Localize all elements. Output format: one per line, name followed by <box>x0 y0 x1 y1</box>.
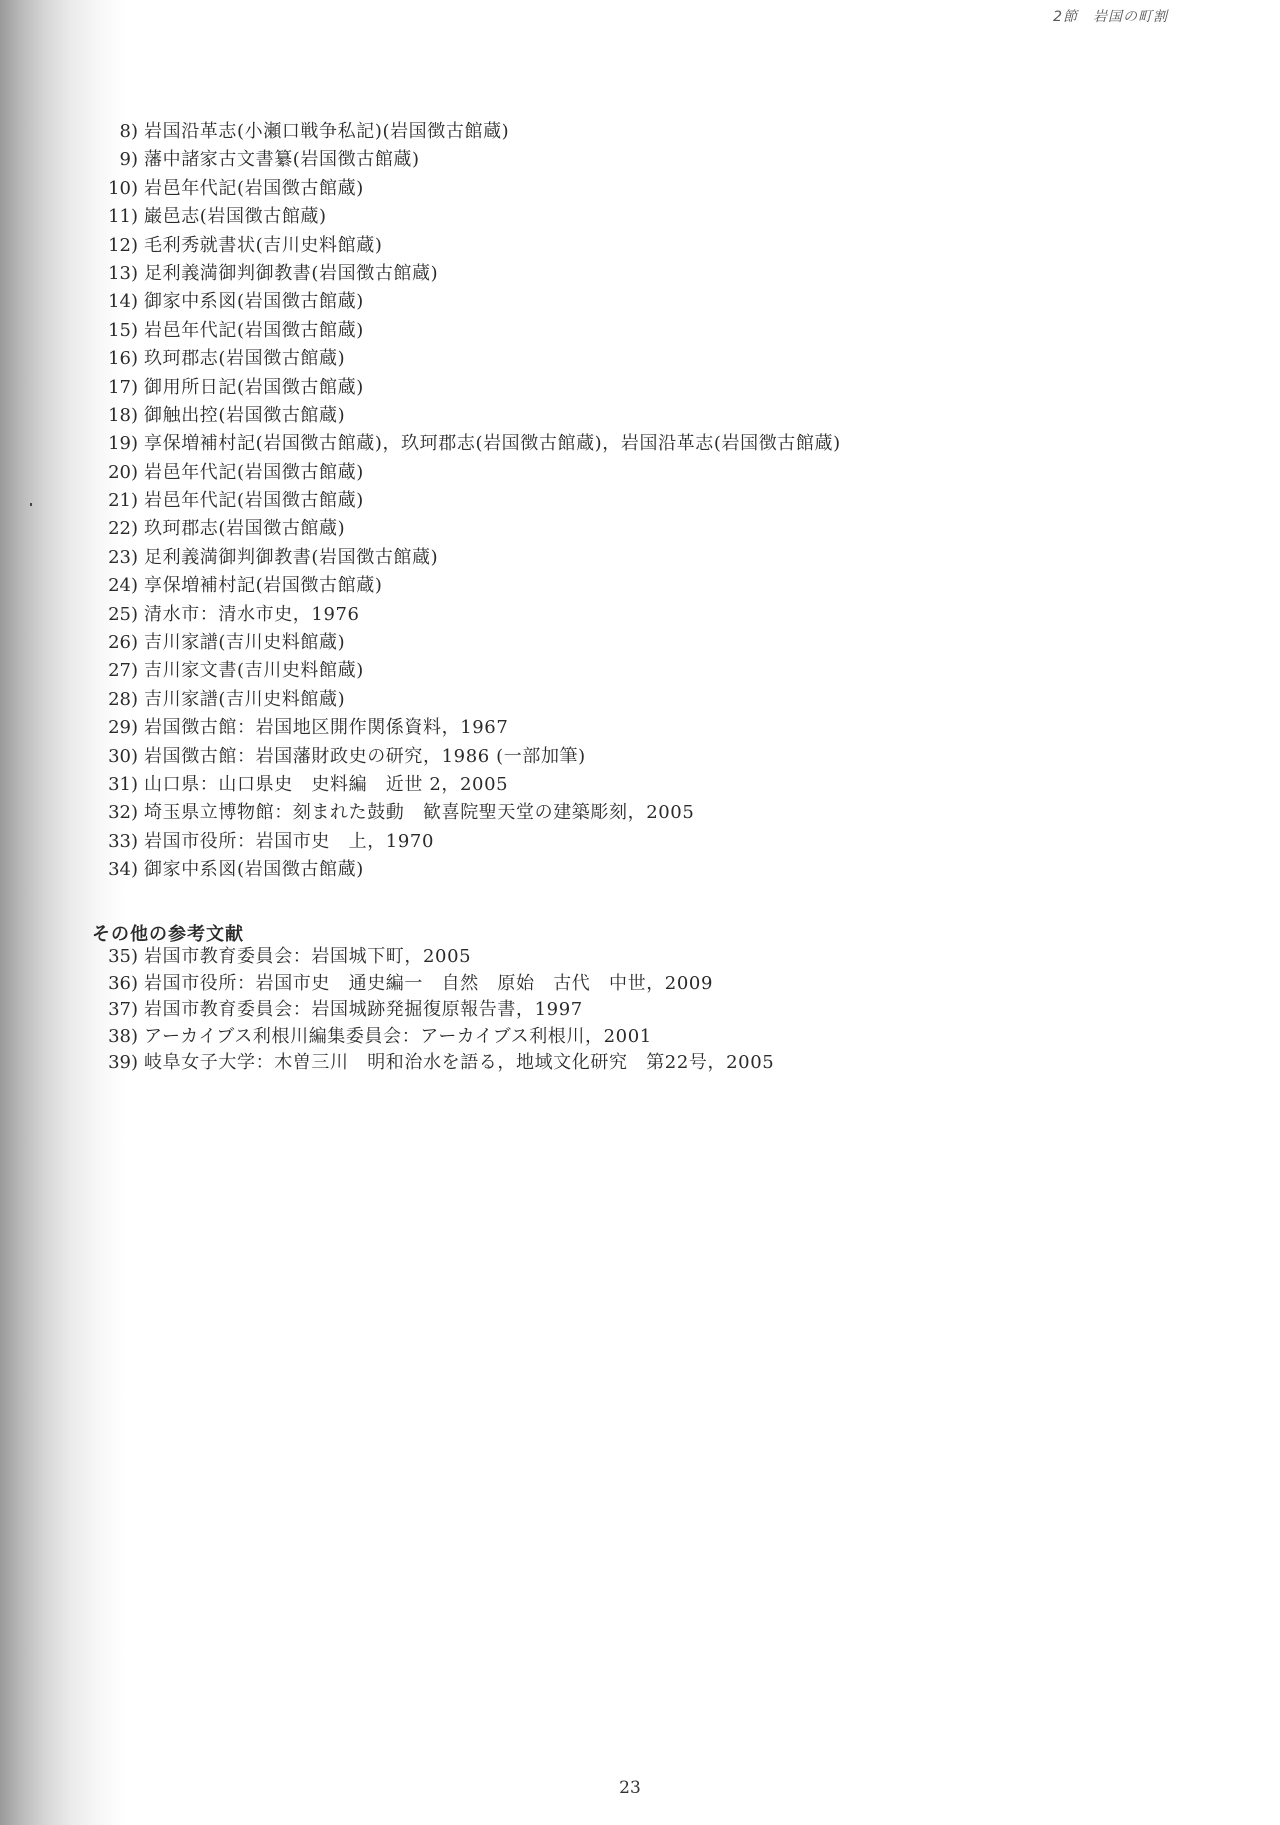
reference-number: 20) <box>108 461 138 483</box>
reference-item <box>86 944 774 971</box>
reference-text: 巌邑志(岩国徴古館蔵) <box>144 206 327 228</box>
reference-text: 埼玉県立博物館：刻まれた鼓動 歓喜院聖天堂の建築彫刻，2005 <box>144 802 695 824</box>
reference-item <box>86 459 841 487</box>
reference-text: 岩国徴古館：岩国地区開作関係資料，1967 <box>144 717 509 739</box>
reference-text: 足利義満御判御教書(岩国徴古館蔵) <box>144 546 439 568</box>
reference-number: 39) <box>108 1052 138 1073</box>
reference-number: 32) <box>108 802 138 824</box>
reference-number: 23) <box>108 546 138 568</box>
reference-item <box>86 771 841 799</box>
reference-number: 18) <box>108 404 138 426</box>
reference-number: 26) <box>108 632 138 654</box>
reference-item <box>86 260 841 288</box>
reference-text: 吉川家譜(吉川史料館蔵) <box>144 688 346 710</box>
reference-item <box>86 203 841 231</box>
reference-number: 24) <box>108 575 138 597</box>
reference-text: 岩邑年代記(岩国徴古館蔵) <box>144 461 364 483</box>
reference-item <box>86 629 841 657</box>
reference-item <box>86 799 841 827</box>
reference-text: 吉川家譜(吉川史料館蔵) <box>144 632 346 654</box>
reference-item <box>86 743 841 771</box>
reference-number: 27) <box>108 660 138 682</box>
reference-number: 17) <box>108 376 138 398</box>
reference-text: 清水市：清水市史，1976 <box>144 603 360 625</box>
reference-item <box>86 402 841 430</box>
reference-item <box>86 146 841 174</box>
reference-item <box>86 601 841 629</box>
reference-item <box>86 345 841 373</box>
reference-text: 岩国徴古館：岩国藩財政史の研究，1986 (一部加筆) <box>144 745 586 767</box>
reference-number: 30) <box>108 745 138 767</box>
reference-text: 玖珂郡志(岩国徴古館蔵) <box>144 348 346 370</box>
reference-number: 13) <box>108 262 138 284</box>
reference-text: 享保増補村記(岩国徴古館蔵)，玖珂郡志(岩国徴古館蔵)，岩国沿革志(岩国徴古館蔵) <box>144 433 841 455</box>
reference-number: 33) <box>108 830 138 852</box>
reference-item <box>86 288 841 316</box>
reference-item <box>86 572 841 600</box>
reference-item <box>86 856 841 884</box>
section-title: その他の参考文献 <box>92 924 244 945</box>
reference-text: 玖珂郡志(岩国徴古館蔵) <box>144 518 346 540</box>
reference-number: 21) <box>108 490 138 512</box>
reference-number: 37) <box>108 999 138 1020</box>
reference-item <box>86 317 841 345</box>
reference-number: 16) <box>108 348 138 370</box>
reference-number: 34) <box>108 859 138 881</box>
reference-item <box>86 971 774 998</box>
reference-item <box>86 374 841 402</box>
reference-item <box>86 1050 774 1077</box>
reference-text: 岐阜女子大学：木曽三川 明和治水を語る，地域文化研究 第22号，2005 <box>144 1052 775 1073</box>
reference-text: 岩国市役所：岩国市史 上，1970 <box>144 830 435 852</box>
reference-number: 25) <box>108 603 138 625</box>
reference-text: 岩国市教育委員会：岩国城下町，2005 <box>144 946 472 967</box>
reference-text: 岩国市役所：岩国市史 通史編一 自然 原始 古代 中世，2009 <box>144 972 714 994</box>
reference-text: 岩邑年代記(岩国徴古館蔵) <box>144 490 364 512</box>
reference-item <box>86 686 841 714</box>
reference-number: 15) <box>108 319 138 341</box>
reference-text: 毛利秀就書状(吉川史料館蔵) <box>144 234 383 256</box>
reference-number: 31) <box>108 773 138 795</box>
reference-item <box>86 714 841 742</box>
reference-text: 岩国市教育委員会：岩国城跡発掘復原報告書，1997 <box>144 999 583 1020</box>
page-number: 23 <box>619 1778 641 1798</box>
reference-text: 吉川家文書(吉川史料館蔵) <box>144 660 364 682</box>
reference-number: 8) <box>119 121 138 142</box>
reference-item <box>86 232 841 260</box>
reference-number: 9) <box>119 149 138 171</box>
reference-number: 29) <box>108 717 138 739</box>
reference-number: 11) <box>108 206 138 228</box>
reference-number: 28) <box>108 688 138 710</box>
reference-text: 岩国沿革志(小瀬口戦争私記)(岩国徴古館蔵) <box>144 121 510 142</box>
reference-number: 38) <box>108 1025 138 1047</box>
reference-text: 御用所日記(岩国徴古館蔵) <box>144 376 364 398</box>
reference-number: 19) <box>108 433 138 455</box>
running-header: 2節 岩国の町割 <box>1053 9 1168 25</box>
other-reference-list <box>86 944 774 1077</box>
reference-item <box>86 1024 774 1051</box>
reference-number: 36) <box>108 972 138 994</box>
reference-text: 御家中系図(岩国徴古館蔵) <box>144 291 364 313</box>
reference-number: 35) <box>108 946 138 967</box>
reference-item <box>86 487 841 515</box>
reference-number: 14) <box>108 291 138 313</box>
reference-number: 12) <box>108 234 138 256</box>
reference-item <box>86 175 841 203</box>
reference-list <box>86 118 841 885</box>
reference-number: 22) <box>108 518 138 540</box>
reference-item <box>86 997 774 1024</box>
reference-item <box>86 430 841 458</box>
reference-text: アーカイブス利根川編集委員会：アーカイブス利根川，2001 <box>144 1025 652 1047</box>
reference-item <box>86 657 841 685</box>
reference-text: 御家中系図(岩国徴古館蔵) <box>144 859 364 881</box>
reference-text: 享保増補村記(岩国徴古館蔵) <box>144 575 383 597</box>
reference-item <box>86 828 841 856</box>
reference-text: 岩邑年代記(岩国徴古館蔵) <box>144 177 364 199</box>
reference-text: 御触出控(岩国徴古館蔵) <box>144 404 346 426</box>
reference-item <box>86 118 841 146</box>
reference-item <box>86 515 841 543</box>
reference-text: 藩中諸家古文書纂(岩国徴古館蔵) <box>144 149 420 171</box>
reference-text: 岩邑年代記(岩国徴古館蔵) <box>144 319 364 341</box>
reference-number: 10) <box>108 177 138 199</box>
reference-text: 山口県：山口県史 史料編 近世 2，2005 <box>144 773 509 795</box>
reference-item <box>86 544 841 572</box>
reference-text: 足利義満御判御教書(岩国徴古館蔵) <box>144 262 439 284</box>
scan-speck <box>30 503 32 506</box>
